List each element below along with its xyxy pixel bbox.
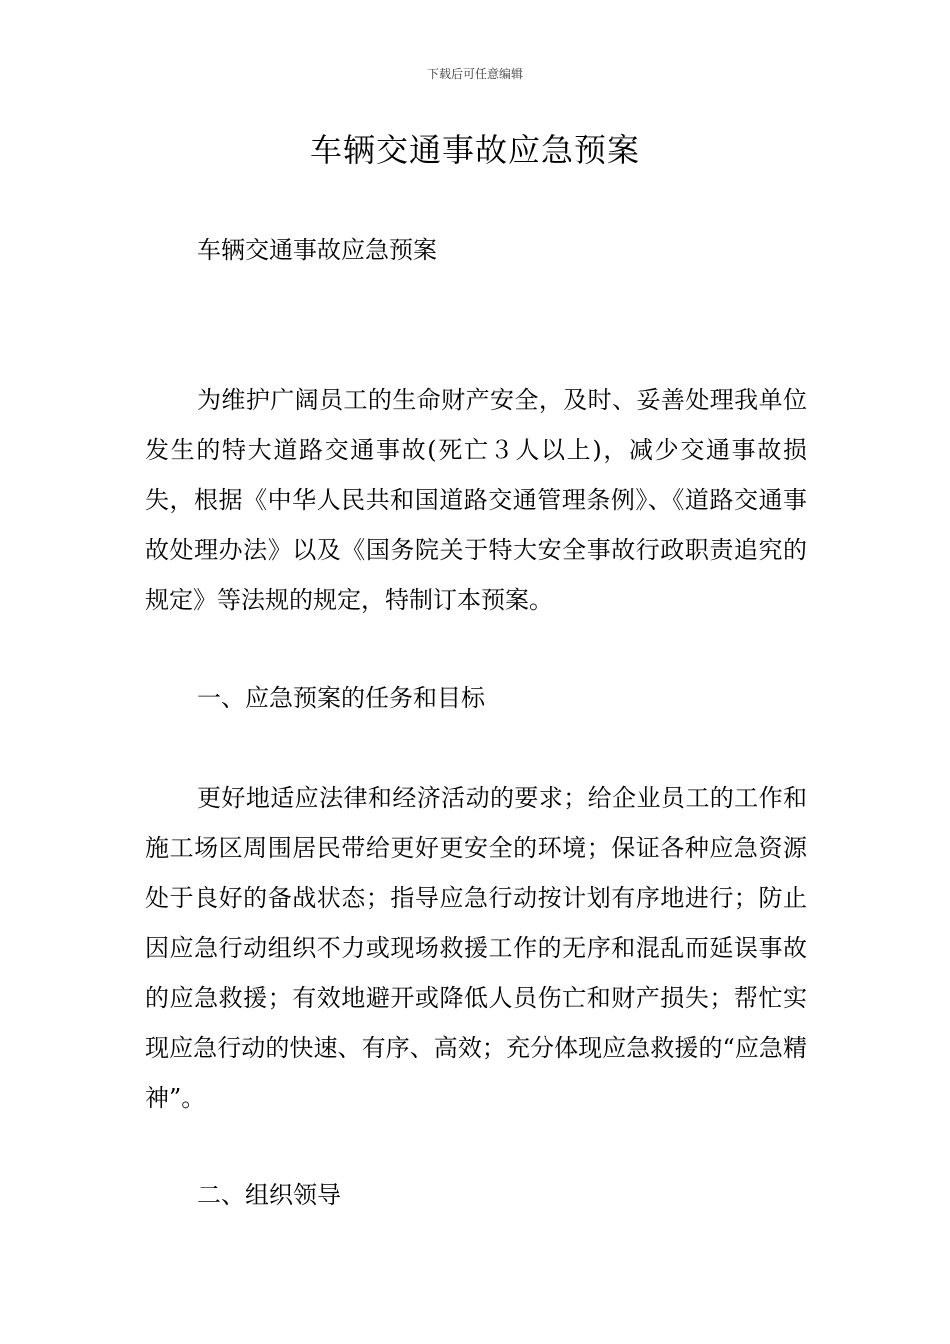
section-heading-tasks-goals: 一、应急预案的任务和目标 (197, 684, 485, 712)
paragraph-purpose: 为维护广阔员工的生命财产安全，及时、妥善处理我单位发生的特大道路交通事故(死亡３人以上)，减少交通事故损失，根据《中华人民共和国道路交通管理条例》、《道路交通事故处理办法》以及《国务院关于特大安全事故行政职责追究的规定》等法规的规定，特制订本预案。 (145, 386, 807, 614)
document-title: 车辆交通事故应急预案 (309, 131, 640, 169)
paragraph-tasks-goals: 更好地适应法律和经济活动的要求；给企业员工的工作和施工场区周围居民带给更好更安全的环境；保证各种应急资源处于良好的备战状态；指导应急行动按计划有序地进行；防止因应急行动组织不力或现场救援工作的无序和混乱而延误事故的应急救援；有效地避开或降低人员伤亡和财产损失；帮忙实现应急行动的快速、有序、高效；充分体现应急救援的“应急精神”。 (145, 784, 807, 1112)
header-note: 下载后可任意编辑 (426, 67, 523, 81)
document-subtitle: 车辆交通事故应急预案 (197, 236, 437, 264)
section-heading-organization: 二、组织领导 (197, 1181, 341, 1209)
